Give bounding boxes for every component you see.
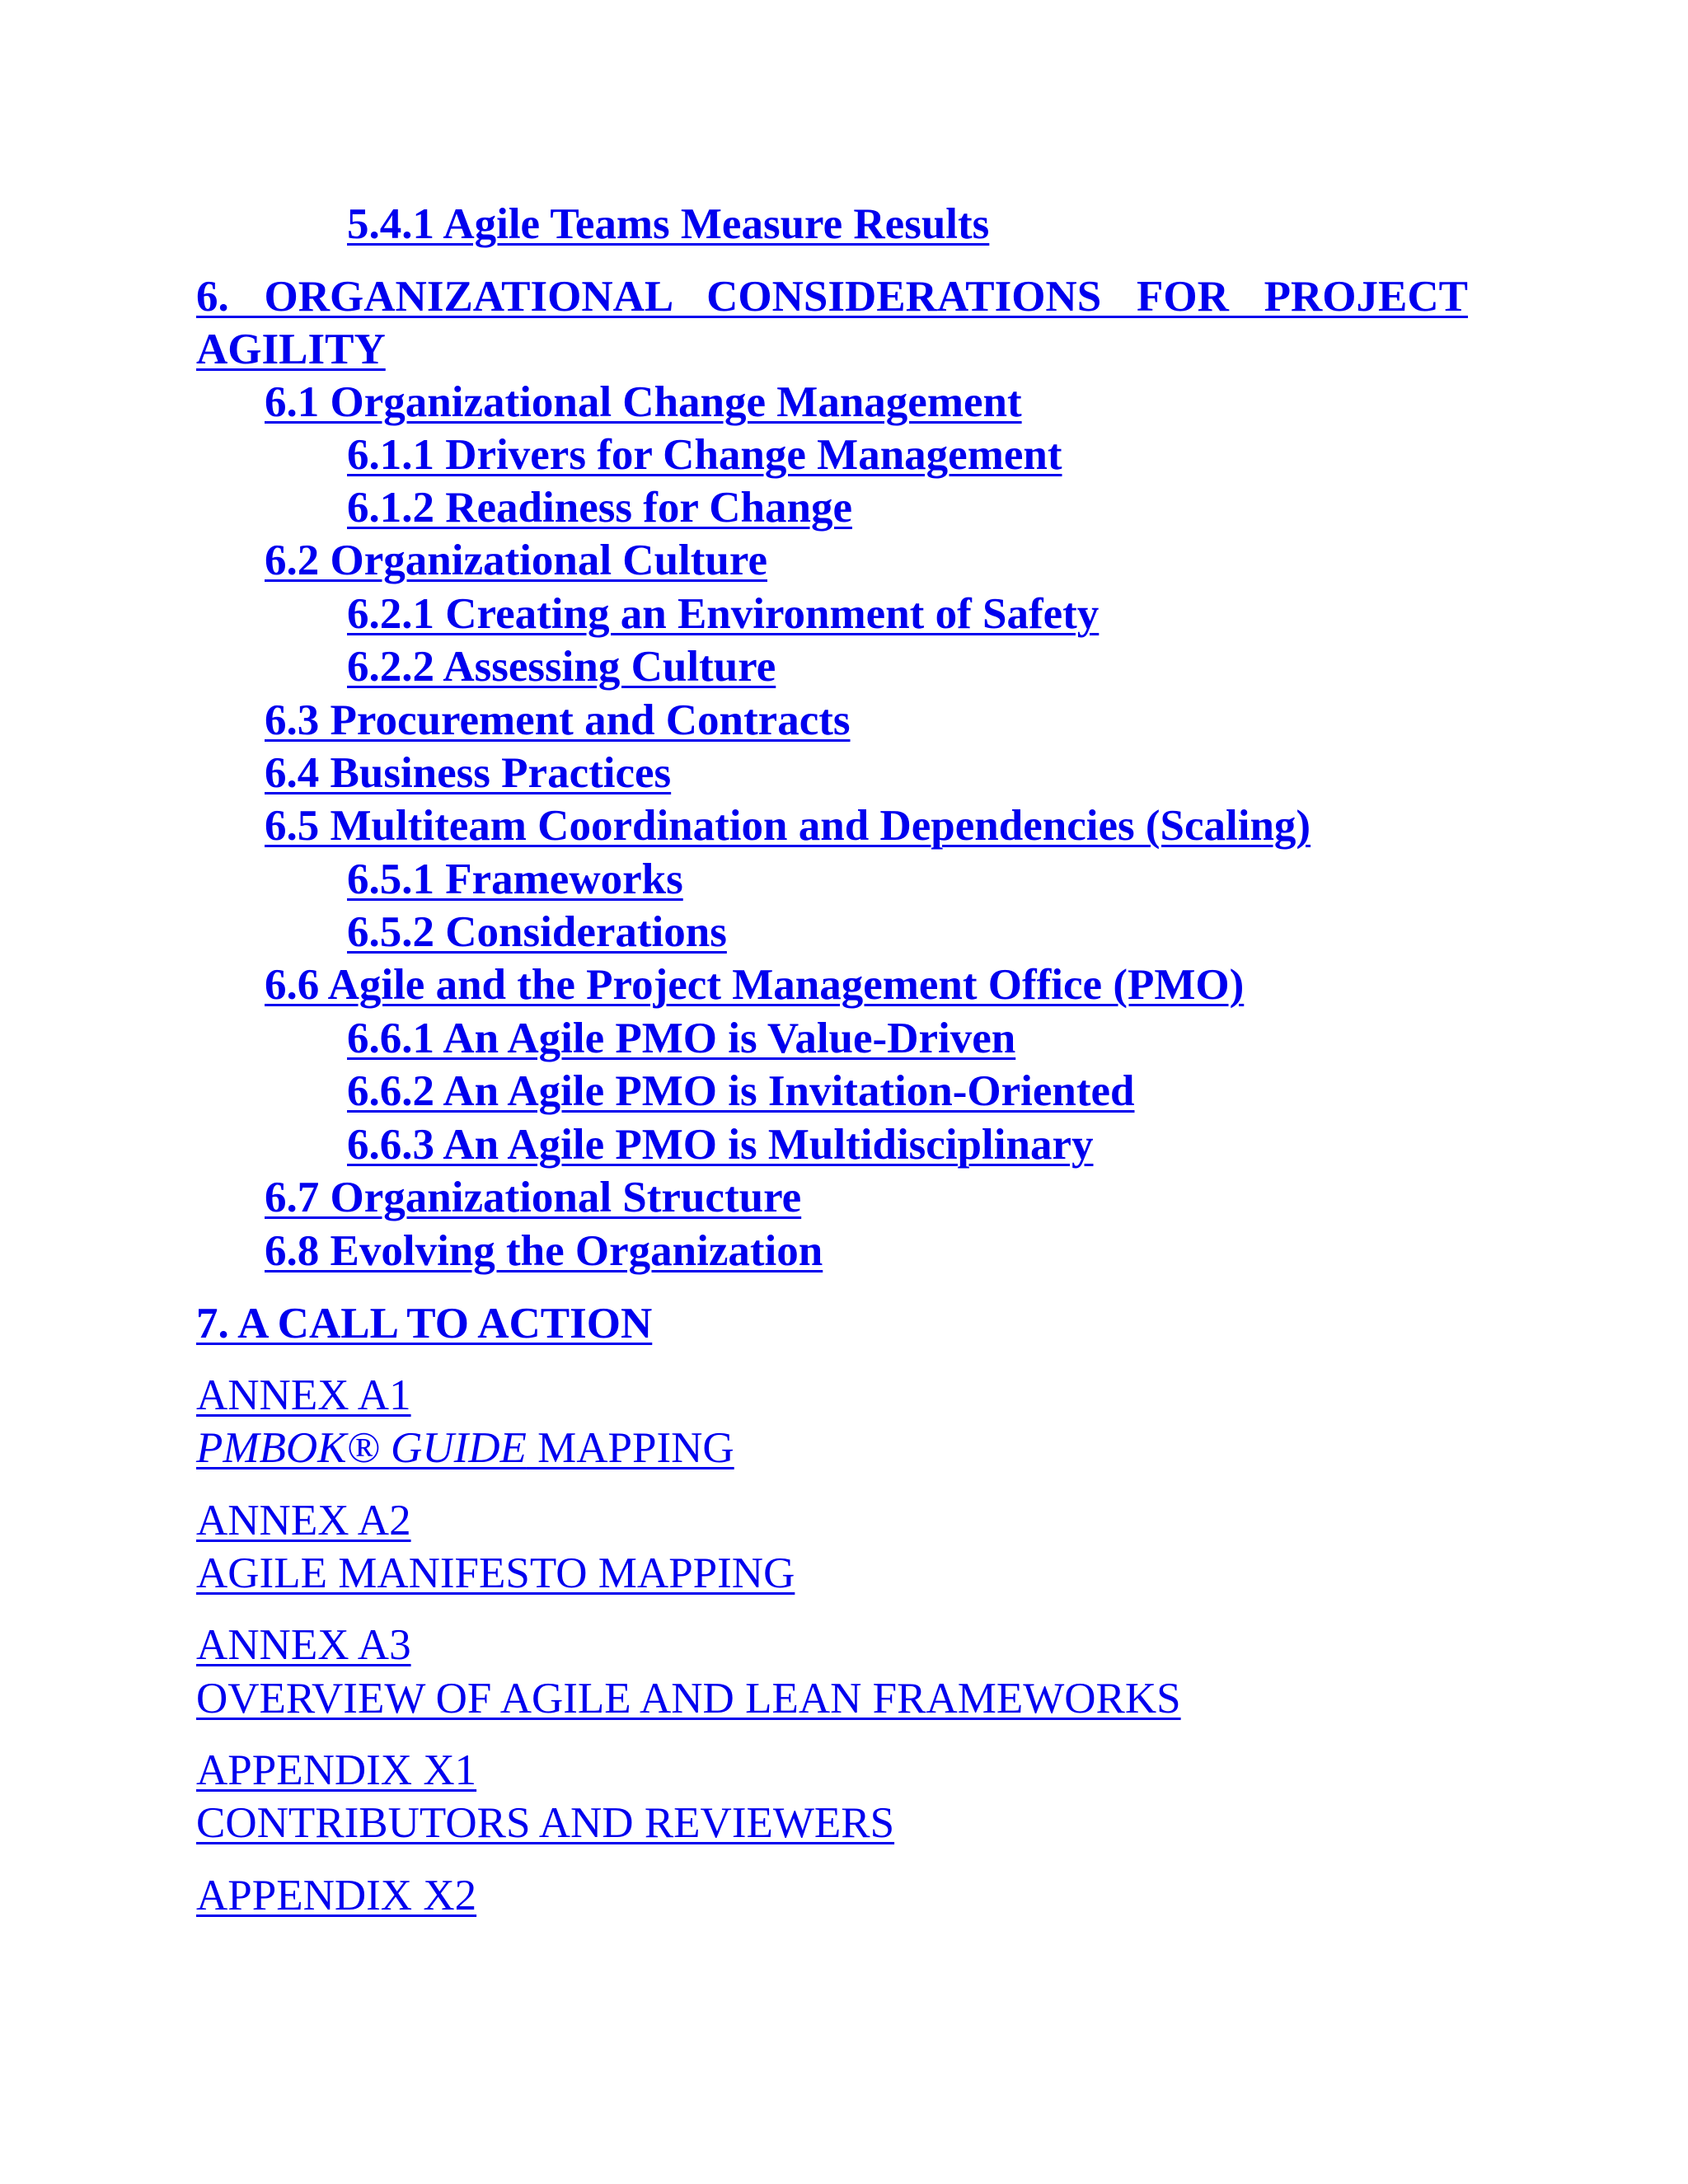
toc-link-annex-a3[interactable]: ANNEX A3 (196, 1621, 411, 1669)
toc-link-appendix-x1-subtitle[interactable]: CONTRIBUTORS AND REVIEWERS (196, 1799, 895, 1847)
toc-link-appendix-x1[interactable]: APPENDIX X1 (196, 1746, 477, 1794)
toc-link-6-1[interactable]: 6.1 Organizational Change Management (265, 378, 1022, 426)
toc-link-6-6[interactable]: 6.6 Agile and the Project Management Office (PMO) (265, 961, 1245, 1009)
toc-link-6-7[interactable]: 6.7 Organizational Structure (265, 1174, 802, 1221)
toc-link-6-line1[interactable]: 6. ORGANIZATIONAL CONSIDERATIONS FOR PROJECT (196, 273, 1468, 321)
toc-link-5-4-1[interactable]: 5.4.1 Agile Teams Measure Results (347, 200, 990, 248)
mapping-text: MAPPING (526, 1424, 734, 1472)
toc-link-6-1-2[interactable]: 6.1.2 Readiness for Change (347, 484, 852, 532)
toc-link-6-5-1[interactable]: 6.5.1 Frameworks (347, 855, 683, 903)
toc-link-6-6-2[interactable]: 6.6.2 An Agile PMO is Invitation-Oriented (347, 1067, 1135, 1115)
toc-link-6-1-1[interactable]: 6.1.1 Drivers for Change Management (347, 431, 1062, 479)
toc-link-annex-a1[interactable]: ANNEX A1 (196, 1371, 411, 1419)
toc-link-annex-a3-subtitle[interactable]: OVERVIEW OF AGILE AND LEAN FRAMEWORKS (196, 1675, 1181, 1722)
pmbok-guide-italic: PMBOK® GUIDE (196, 1424, 527, 1472)
toc-link-annex-a2-subtitle[interactable]: AGILE MANIFESTO MAPPING (196, 1549, 795, 1597)
toc-link-6-3[interactable]: 6.3 Procurement and Contracts (265, 696, 851, 744)
toc-link-appendix-x2[interactable]: APPENDIX X2 (196, 1872, 477, 1919)
toc-link-6-2[interactable]: 6.2 Organizational Culture (265, 537, 767, 584)
toc-link-6-6-3[interactable]: 6.6.3 An Agile PMO is Multidisciplinary (347, 1121, 1094, 1169)
toc-link-6-8[interactable]: 6.8 Evolving the Organization (265, 1227, 823, 1275)
toc-link-annex-a1-subtitle[interactable] (196, 1422, 734, 1474)
toc-link-6-line2[interactable]: AGILITY (196, 326, 386, 373)
toc-link-7[interactable]: 7. A CALL TO ACTION (196, 1300, 653, 1347)
toc-link-6-2-1[interactable]: 6.2.1 Creating an Environment of Safety (347, 590, 1100, 638)
toc-link-6-5-2[interactable]: 6.5.2 Considerations (347, 908, 727, 956)
toc-link-6-2-2[interactable]: 6.2.2 Assessing Culture (347, 643, 776, 691)
toc-link-6-4[interactable]: 6.4 Business Practices (265, 749, 672, 797)
toc-link-6-6-1[interactable]: 6.6.1 An Agile PMO is Value-Driven (347, 1015, 1016, 1062)
toc-link-6-5[interactable]: 6.5 Multiteam Coordination and Dependencies (Scaling) (265, 802, 1311, 850)
toc-link-annex-a2[interactable]: ANNEX A2 (196, 1497, 411, 1544)
